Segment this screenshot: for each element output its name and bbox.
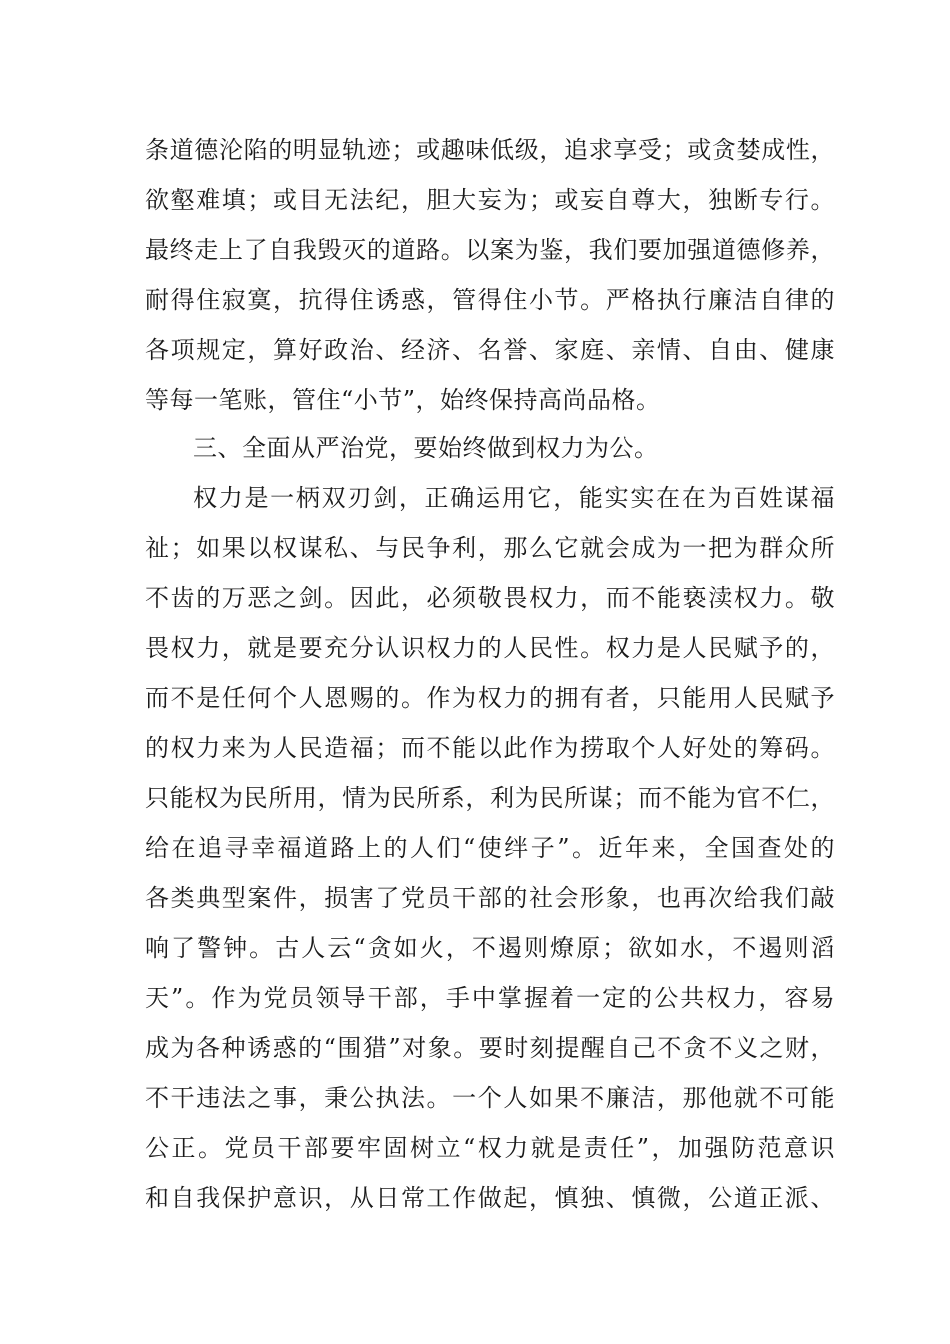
text-line: 而不是任何个人恩赐的。作为权力的拥有者，只能用人民赋予	[145, 684, 835, 712]
text-line: 耐得住寂寞，抗得住诱惑，管得住小节。严格执行廉洁自律的	[145, 286, 835, 314]
text-line: 只能权为民所用，情为民所系，利为民所谋；而不能为官不仁，	[145, 784, 835, 812]
text-line: 的权力来为人民造福；而不能以此作为捞取个人好处的筹码。	[145, 734, 835, 762]
text-line: 和自我保护意识，从日常工作做起，慎独、慎微，公道正派、	[145, 1184, 835, 1212]
text-line: 不干违法之事，秉公执法。一个人如果不廉洁，那他就不可能	[145, 1084, 835, 1112]
text-line: 条道德沦陷的明显轨迹；或趣味低级，追求享受；或贪婪成性，	[145, 136, 835, 164]
text-line: 不齿的万恶之剑。因此，必须敬畏权力，而不能亵渎权力。敬	[145, 584, 835, 612]
text-line: 天”。作为党员领导干部，手中掌握着一定的公共权力，容易	[145, 984, 835, 1012]
text-line: 最终走上了自我毁灭的道路。以案为鉴，我们要加强道德修养，	[145, 236, 835, 264]
text-line: 给在追寻幸福道路上的人们“使绊子”。近年来，全国查处的	[145, 834, 835, 862]
text-line: 各类典型案件，损害了党员干部的社会形象，也再次给我们敲	[145, 884, 835, 912]
section-heading: 三、全面从严治党，要始终做到权力为公。	[193, 434, 659, 462]
text-line: 各项规定，算好政治、经济、名誉、家庭、亲情、自由、健康	[145, 336, 835, 364]
text-line: 畏权力，就是要充分认识权力的人民性。权力是人民赋予的，	[145, 634, 835, 662]
text-line: 成为各种诱惑的“围猎”对象。要时刻提醒自己不贪不义之财，	[145, 1034, 835, 1062]
text-line: 响了警钟。古人云“贪如火，不遏则燎原；欲如水，不遏则滔	[145, 934, 835, 962]
text-line: 权力是一柄双刃剑，正确运用它，能实实在在为百姓谋福	[193, 484, 835, 512]
text-line: 祉；如果以权谋私、与民争利，那么它就会成为一把为群众所	[145, 534, 835, 562]
text-line: 等每一笔账，管住“小节”，始终保持高尚品格。	[145, 386, 661, 414]
text-line: 欲壑难填；或目无法纪，胆大妄为；或妄自尊大，独断专行。	[145, 186, 835, 214]
text-line: 公正。党员干部要牢固树立“权力就是责任”，加强防范意识	[145, 1134, 835, 1162]
